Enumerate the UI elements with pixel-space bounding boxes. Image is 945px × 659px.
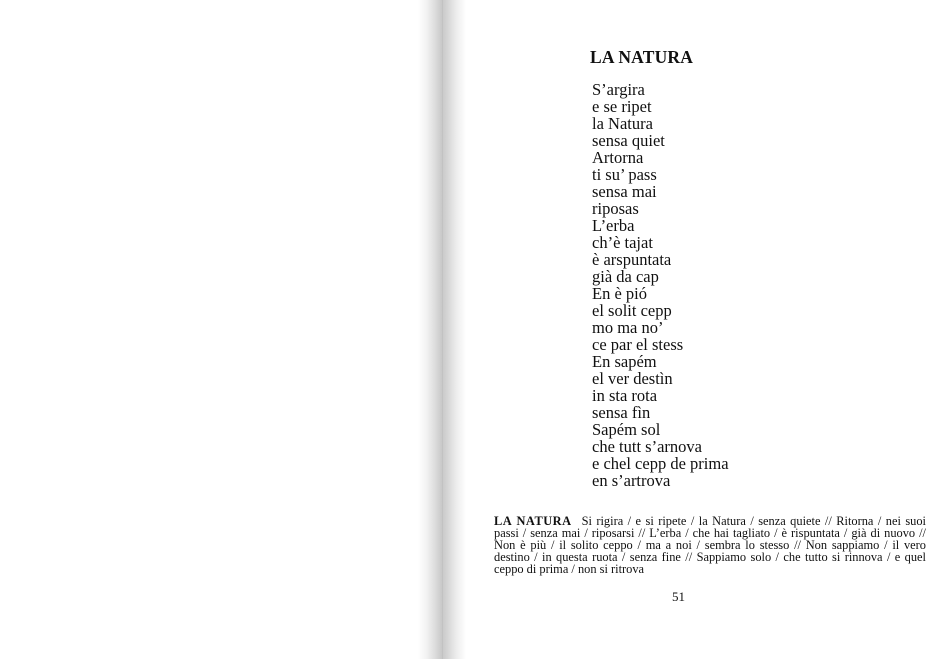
- poem-line: Artorna: [592, 148, 644, 167]
- translation-text: Si rigira / e si ripete / la Natura / senza quiete // Ritorna / nei suoi passi / senza mai / riposarsi // L’erba / che hai tagliato / è rispuntata / già di nuovo // Non è più / il solito ceppo / ma a noi / sembra lo stesso // Non sappiamo / il vero destino / in questa ruota / senza fine // Sappiamo solo / che tutto si rinnova / e quel ceppo di prima / non si ritrova: [494, 514, 926, 576]
- poem-line: mo ma no’: [592, 318, 664, 337]
- poem-line: sensa mai: [592, 182, 657, 201]
- poem-title: LA NATURA: [590, 47, 694, 67]
- poem-line: già da cap: [592, 267, 659, 286]
- page-number: 51: [672, 589, 685, 604]
- book-gutter-fold: [442, 0, 443, 659]
- poem-line: e chel cepp de prima: [592, 454, 729, 473]
- poem-line: riposas: [592, 199, 639, 218]
- poem-line: S’argira: [592, 80, 645, 99]
- poem-line: Sapém sol: [592, 420, 661, 439]
- poem-line: la Natura: [592, 114, 653, 133]
- poem-line: En è pió: [592, 284, 647, 303]
- poem-line: e se ripet: [592, 97, 652, 116]
- poem-line: ch’è tajat: [592, 233, 653, 252]
- italian-translation: [494, 515, 926, 575]
- poem-body: [592, 81, 729, 489]
- poem-line: L’erba: [592, 216, 635, 235]
- poem-line: sensa fìn: [592, 403, 651, 422]
- poem-line: ce par el stess: [592, 335, 684, 354]
- poem-line: è arspuntata: [592, 250, 672, 269]
- poem-line: sensa quiet: [592, 131, 665, 150]
- poem-line: en s’artrova: [592, 471, 671, 490]
- translation-title: LA NATURA: [494, 514, 572, 528]
- poem-line: el ver destìn: [592, 369, 673, 388]
- poem-line: En sapém: [592, 352, 657, 371]
- poem-line: che tutt s’arnova: [592, 437, 702, 456]
- poem-line: in sta rota: [592, 386, 658, 405]
- poem-line: ti su’ pass: [592, 165, 657, 184]
- poem-line: el solit cepp: [592, 301, 672, 320]
